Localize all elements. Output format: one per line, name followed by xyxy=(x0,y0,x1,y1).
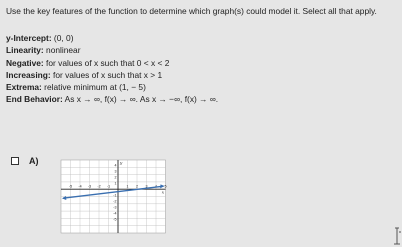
x-tick-label: 3 xyxy=(145,184,148,189)
option-a-checkbox[interactable] xyxy=(11,157,19,165)
feature-label: Increasing: xyxy=(6,69,51,80)
feature-label: End Behavior: xyxy=(6,94,63,105)
x-tick-label: 2 xyxy=(136,184,138,189)
feature-value: for values of x such that 0 < x < 2 xyxy=(43,57,170,68)
x-tick-label: -2 xyxy=(97,184,101,189)
resize-handle-icon[interactable] xyxy=(393,226,402,246)
y-tick-label: -4 xyxy=(113,211,117,216)
x-tick-label: -1 xyxy=(106,184,111,189)
feature-extrema xyxy=(6,82,218,94)
feature-label: Negative: xyxy=(6,57,44,68)
question-text: Use the key features of the function to determine which graph(s) could model it. Select all that apply. xyxy=(6,6,377,16)
key-features-list xyxy=(6,33,218,107)
x-tick-label: 5 xyxy=(164,184,167,189)
y-tick-label: 4 xyxy=(114,163,117,168)
feature-label: Extrema: xyxy=(6,82,42,93)
feature-negative xyxy=(6,58,218,70)
x-tick-label: 1 xyxy=(126,184,129,189)
feature-label: y-Intercept: xyxy=(6,33,52,43)
option-a-graph xyxy=(57,157,169,237)
y-tick-label: -2 xyxy=(113,199,117,204)
y-axis-label: y xyxy=(120,160,123,165)
y-tick-label: 2 xyxy=(114,175,117,180)
y-tick-label: 1 xyxy=(114,181,117,186)
option-a[interactable] xyxy=(11,156,39,166)
option-a-label: A) xyxy=(29,156,39,166)
feature-label: Linearity: xyxy=(6,45,44,56)
y-tick-label: 3 xyxy=(114,169,117,174)
feature-value: (0, 0) xyxy=(51,33,74,43)
feature-value: nonlinear xyxy=(43,45,81,56)
y-tick-label: -5 xyxy=(113,217,117,222)
feature-y-intercept xyxy=(6,33,218,45)
feature-increasing xyxy=(6,70,218,82)
feature-value: relative minimum at (1, − 5) xyxy=(41,82,146,93)
y-tick-label: -1 xyxy=(113,193,117,198)
y-tick-label: -3 xyxy=(113,205,117,210)
x-tick-label: -5 xyxy=(68,184,73,189)
feature-value: As x → ∞, f(x) → ∞. As x → −∞, f(x) → ∞. xyxy=(62,94,219,105)
x-tick-label: -3 xyxy=(87,184,92,189)
feature-linearity xyxy=(6,45,218,57)
feature-value: for values of x such that x > 1 xyxy=(50,69,163,80)
x-tick-label: -4 xyxy=(78,184,82,189)
x-axis-label: x xyxy=(161,189,164,195)
feature-end-behavior xyxy=(6,94,218,106)
